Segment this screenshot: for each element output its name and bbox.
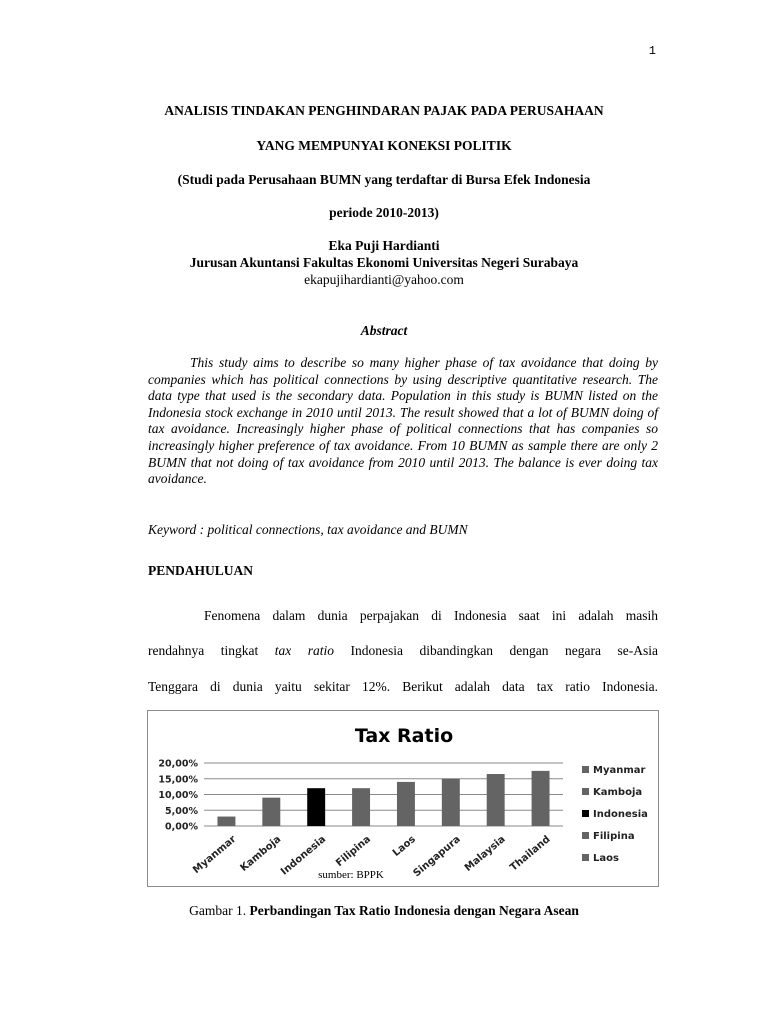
x-tick-label: Malaysia: [462, 833, 508, 874]
bar-malaysia: [487, 774, 505, 826]
bar-kamboja: [262, 798, 280, 826]
legend-label: Laos: [593, 853, 619, 864]
chart-title: Tax Ratio: [354, 725, 454, 747]
legend-label: Filipina: [593, 831, 635, 842]
legend-label: Kamboja: [593, 787, 643, 798]
bar-thailand: [532, 771, 550, 826]
x-tick-label: Kamboja: [238, 833, 284, 874]
body-line-1: Fenomena dalam dunia perpajakan di Indonesia saat ini adalah masih: [204, 608, 658, 623]
x-tick-label: Singapura: [411, 833, 463, 880]
author-name: Eka Puji Hardianti: [328, 238, 440, 253]
title-line-2: YANG MEMPUNYAI KONEKSI POLITIK: [256, 138, 512, 153]
author-affiliation: Jurusan Akuntansi Fakultas Ekonomi Universitas Negeri Surabaya: [189, 255, 579, 270]
chart-source: sumber: BPPK: [318, 869, 384, 881]
page-number: 1: [648, 44, 656, 58]
section-heading: PENDAHULUAN: [148, 563, 254, 578]
y-tick-label: 0,00%: [165, 821, 198, 833]
y-tick-label: 15,00%: [158, 774, 198, 786]
body-line-2-italic: tax ratio: [274, 643, 335, 658]
title-line-4: periode 2010-2013): [329, 205, 439, 220]
body-line-3: Tenggara di dunia yaitu sekitar 12%. Berikut adalah data tax ratio Indonesia.: [148, 679, 658, 694]
chart-svg: [148, 711, 658, 886]
legend-swatch: [582, 766, 589, 773]
y-tick-label: 5,00%: [165, 805, 198, 817]
bar-myanmar: [217, 817, 235, 826]
body-line-2-a: rendahnya tingkat: [148, 643, 275, 658]
keywords: Keyword : political connections, tax avoidance and BUMN: [148, 522, 468, 537]
figure-caption: [0, 903, 768, 919]
body-line-2-b: Indonesia dibandingkan dengan negara se-Asia: [334, 643, 658, 658]
caption-prefix: Gambar 1.: [189, 903, 250, 918]
caption-title: Perbandingan Tax Ratio Indonesia dengan Negara Asean: [249, 903, 579, 918]
legend-swatch: [582, 854, 589, 861]
y-tick-label: 10,00%: [158, 790, 198, 801]
chart-y-ticks: [158, 759, 198, 833]
bar-singapura: [442, 779, 460, 826]
abstract-text: This study aims to describe so many higher phase of tax avoidance that doing by companies which has political connections by using descriptive quantitative research. The data type that used is the secondary data. Population in this study is BUMN listed on the Indonesia stock exchange in 2010 until 2013. The result showed that a lot of BUMN doing of tax avoidance. Increasingly higher phase of political connections that has companies so increasingly higher preference of tax avoidance. From 10 BUMN as sample there are only 2 BUMN that not doing of tax avoidance from 2010 until 2013. The balance is ever doing tax avoidance.: [148, 355, 658, 487]
legend-swatch: [582, 810, 589, 817]
x-tick-label: Thailand: [508, 833, 553, 874]
chart-legend: [582, 765, 648, 864]
x-tick-label: Filipina: [334, 833, 373, 870]
tax-ratio-chart: [147, 710, 659, 887]
x-tick-label: Laos: [390, 833, 418, 859]
x-tick-label: Myanmar: [191, 833, 239, 877]
legend-swatch: [582, 832, 589, 839]
legend-swatch: [582, 788, 589, 795]
chart-grid: [204, 763, 563, 826]
bar-filipina: [352, 788, 370, 826]
title-line-1: ANALISIS TINDAKAN PENGHINDARAN PAJAK PADA PERUSAHAAN: [164, 103, 604, 118]
y-tick-label: 20,00%: [158, 758, 198, 770]
legend-label: Myanmar: [593, 765, 646, 776]
author-email[interactable]: ekapujihardianti@yahoo.com: [304, 272, 464, 287]
body-line-2: [148, 643, 658, 659]
bar-indonesia: [307, 788, 325, 826]
x-tick-label: Indonesia: [278, 833, 329, 878]
title-line-3: (Studi pada Perusahaan BUMN yang terdaftar di Bursa Efek Indonesia: [177, 172, 591, 187]
legend-label: Indonesia: [593, 809, 648, 820]
abstract-heading: Abstract: [360, 323, 408, 338]
bar-laos: [397, 782, 415, 826]
